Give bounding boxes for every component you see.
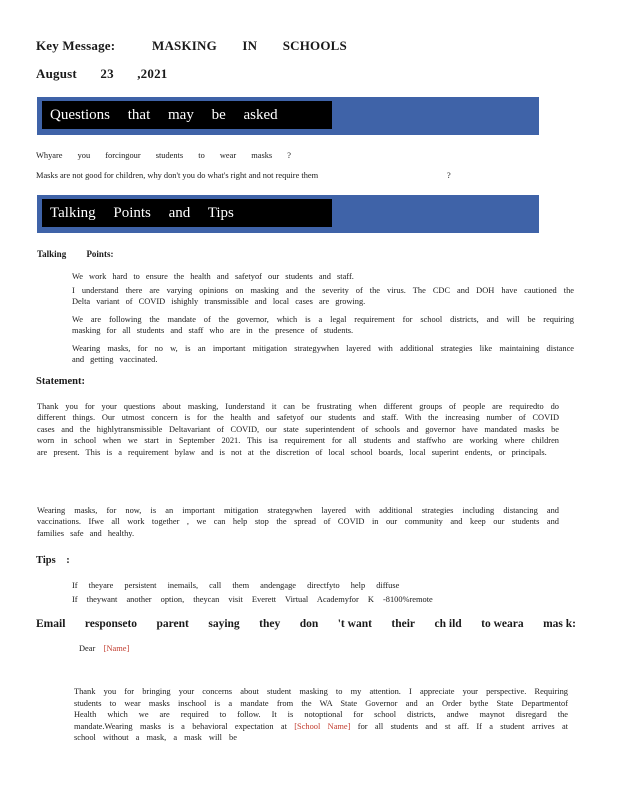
tip-text: If theywant another option, theycan visit Everett Virtual Academyfor K -8100%remote: [72, 595, 433, 604]
talking-point-text: I understand there are varying opinions on masking and the severity of the virus. The CDC and DOH have cautioned the Delta variant of COVID ishighly transmissible and local cases are growing.: [72, 286, 574, 307]
question-2-mark: ?: [447, 171, 451, 180]
tip-text: If theyare persistent inemails, call them andengage directfyto help diffuse: [72, 581, 400, 590]
name-placeholder: [Name]: [103, 644, 130, 653]
email-heading-word: responseto: [84, 618, 138, 630]
email-heading-word: 't want: [337, 618, 372, 630]
email-body-text: Thank you for bringing your concerns about student masking to my attention. I appreciate your perspective. Requiring students to wear masks inschool is a mandate from the WA State Governor and an Order bythe State Departmentof Health which we are required to follow. It is notoptional for school districts, andwe maynot disregard the mandate.Wearing masks is a behavioral expectation at: [74, 687, 568, 731]
talking-points-banner: [37, 195, 539, 233]
email-heading-word: saying: [208, 618, 240, 630]
talking-point-text: Wearing masks, for no w, is an important mitigation strategywhen layered with additional strategies like maintaining distance and getting vaccinated.: [72, 344, 574, 365]
talking-point-text: We work hard to ensure the health and safetyof our students and staff.: [72, 272, 354, 281]
tips-heading: Tips :: [36, 555, 70, 566]
talking-point-item: [52, 343, 574, 367]
talking-point-text: We are following the mandate of the governor, which is a legal requirement for school districts, and will be requiring masking for all students and staff who are in the presence of students.: [72, 315, 574, 336]
email-heading-word: to weara: [481, 618, 524, 630]
talking-points-heading: Talking Points:: [37, 249, 114, 259]
key-message-title: MASKING IN SCHOOLS: [152, 38, 347, 53]
email-salutation: [79, 643, 129, 654]
statement-paragraph-2: Wearing masks, for now, is an important mitigation strategywhen layered with additional strategies including distancing and vaccinations. Ifwe all work together , we can help stop the spread of COVID in our community and keep our students and families safe and healthy.: [37, 506, 559, 538]
tip-item: [52, 594, 574, 606]
statement-heading: Statement:: [36, 376, 85, 387]
email-heading-word: ch ild: [434, 618, 462, 630]
email-heading-word: don: [299, 618, 319, 630]
talking-point-item: [52, 314, 574, 338]
talking-point-item: [52, 285, 574, 309]
email-heading-word: they: [259, 618, 281, 630]
email-heading-word: parent: [156, 618, 189, 630]
talking-points-banner-title: Talking Points and Tips: [42, 199, 332, 227]
dear-text: Dear: [79, 644, 96, 653]
email-body-text-continued: for all students and st aff. If a student arrives at school without a mask, a mask will be: [74, 721, 569, 743]
question-1: Whyare you forcingour students to wear masks ?: [36, 151, 291, 160]
question-2: Masks are not good for children, why don't you do what's right and not require them: [36, 171, 319, 180]
email-heading-word: mas k:: [543, 618, 576, 630]
school-name-placeholder: [School Name]: [294, 721, 351, 731]
questions-banner: [37, 97, 539, 135]
tip-item: [52, 580, 574, 592]
questions-banner-title: Questions that may be asked: [42, 101, 332, 129]
talking-point-item: [52, 271, 574, 283]
key-message-label: Key Message:: [36, 38, 116, 53]
email-body: [74, 686, 568, 744]
email-heading-word: their: [391, 618, 416, 630]
statement-paragraph-1: Thank you for your questions about masking, Iunderstand it can be frustrating when different groups of people are requiredto do different things. Our utmost concern is for the health and safetyof our students and staff. With the increasing number of COVID cases and the highlytransmissible Deltavariant of COVID, our state superintendent of schools and governor have mandated masks be worn in school when we start in September 2021. This isa requirement for all students and staffwho are working where children are present. This is a requirement bylaw and is not at the discretion of local school boards, local superint endents, or principals.: [37, 402, 559, 457]
email-response-heading: [36, 618, 576, 630]
document-date: August 23 ,2021: [36, 66, 168, 81]
email-heading-word: Email: [36, 618, 66, 630]
